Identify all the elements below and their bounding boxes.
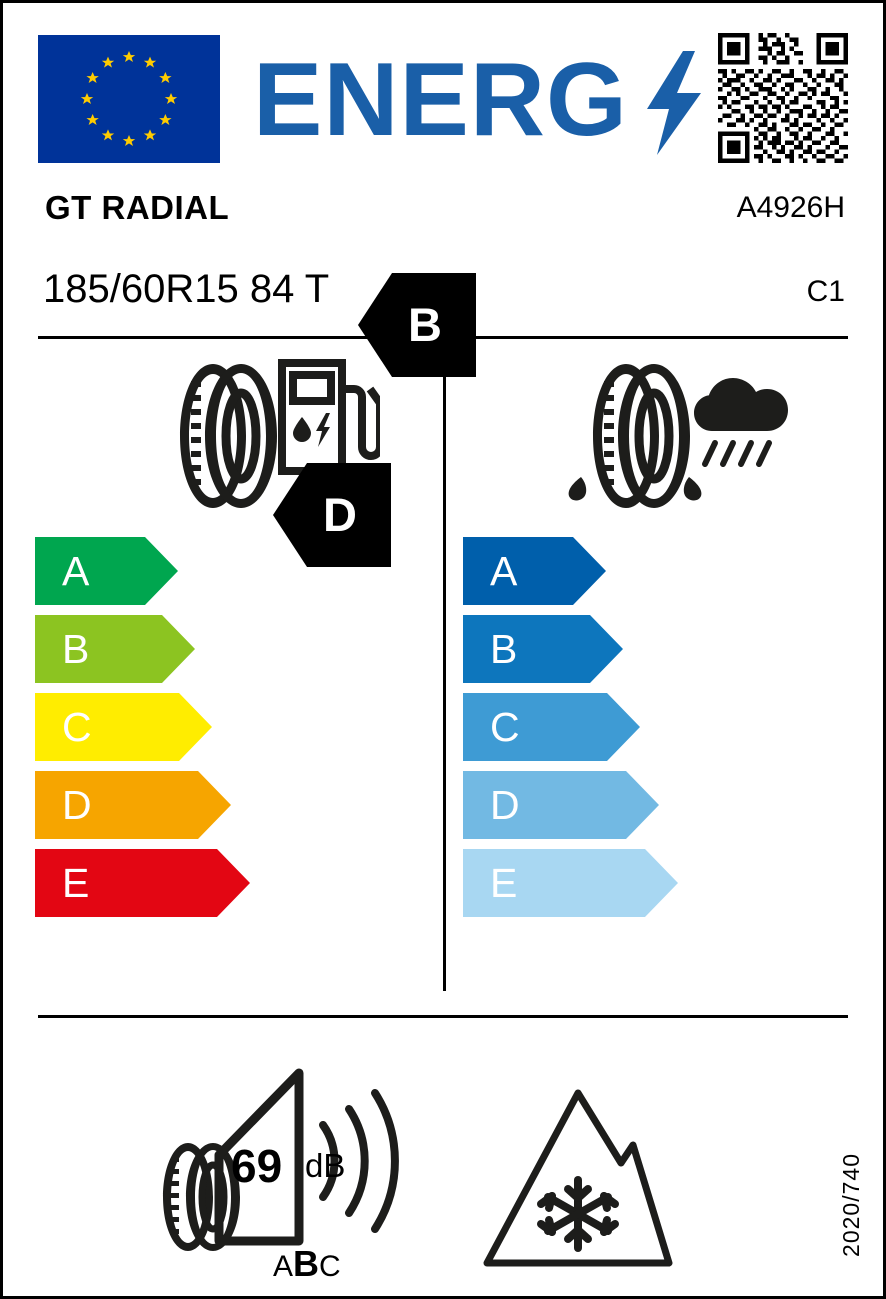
regulation-code: 2020/740	[838, 1153, 864, 1257]
fuel-grade-e	[35, 849, 435, 917]
brand-row	[3, 189, 883, 249]
wet-grade-d	[463, 771, 863, 839]
wet-grade-a	[463, 537, 863, 605]
grade-letter: B	[62, 626, 90, 672]
wet-grip-scale	[463, 537, 863, 927]
grade-letter: E	[490, 860, 518, 906]
brand-name: GT RADIAL	[45, 189, 230, 226]
tyre-rain-cloud-icon	[493, 351, 793, 521]
tyre-size: 185/60R15 84 T	[43, 267, 330, 311]
grade-letter: C	[62, 704, 92, 750]
noise-class-b-selected: B	[293, 1243, 320, 1284]
label-header	[3, 3, 883, 181]
grade-letter: C	[490, 704, 520, 750]
grade-letter: D	[62, 782, 92, 828]
divider-vertical	[443, 341, 446, 991]
grade-row	[35, 771, 435, 849]
grade-row	[463, 771, 863, 849]
eu-stars	[38, 35, 220, 163]
grade-row	[463, 693, 863, 771]
fuel-rating-marker	[273, 463, 391, 567]
lightning-bolt-icon	[643, 51, 705, 155]
fuel-grade-d	[35, 771, 435, 839]
qr-code-icon	[718, 33, 848, 163]
fuel-rating-letter: D	[323, 488, 357, 541]
tyre-class-code: C1	[806, 275, 845, 308]
noise-class-a: A	[273, 1250, 294, 1283]
wet-grade-b	[463, 615, 863, 683]
divider-middle	[38, 1015, 848, 1018]
bottom-section	[3, 1025, 883, 1295]
snow-group	[483, 1085, 673, 1280]
grade-letter: E	[62, 860, 90, 906]
type-code: A4926H	[736, 191, 845, 224]
grade-row	[463, 849, 863, 927]
noise-class-scale	[273, 1243, 341, 1285]
grade-row	[35, 615, 435, 693]
grade-letter: A	[62, 548, 90, 594]
wet-grade-c	[463, 693, 863, 761]
grade-row	[35, 693, 435, 771]
three-peak-mountain-snowflake-icon	[483, 1085, 673, 1280]
fuel-grade-b	[35, 615, 435, 683]
noise-group	[153, 1047, 483, 1284]
grade-row	[463, 537, 863, 615]
fuel-grade-scale	[35, 537, 435, 927]
grade-letter: B	[490, 626, 518, 672]
grade-letter: A	[490, 548, 518, 594]
grade-row	[463, 615, 863, 693]
wet-grade-e	[463, 849, 863, 917]
energy-wordmark: ENERG	[253, 42, 628, 158]
wet-grip-section	[463, 341, 863, 1001]
fuel-grade-c	[35, 693, 435, 761]
noise-class-c: C	[319, 1250, 341, 1283]
grade-letter: D	[490, 782, 520, 828]
eu-flag-icon	[38, 35, 220, 163]
grade-row	[35, 849, 435, 927]
noise-unit: dB	[305, 1147, 346, 1184]
noise-value: 69	[231, 1140, 283, 1192]
wet-rating-marker	[358, 273, 476, 377]
fuel-efficiency-section	[35, 341, 435, 1001]
wet-rating-letter: B	[408, 298, 442, 351]
